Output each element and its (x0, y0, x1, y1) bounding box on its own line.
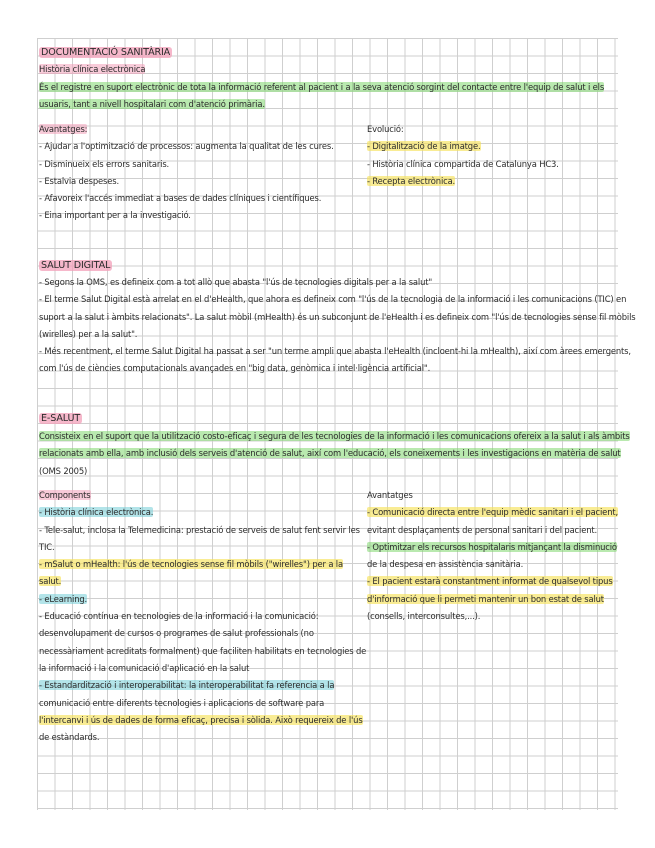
list-item: - Digitalització de la imatge. (367, 141, 481, 152)
list-item: - Afavoreix l'accés immediat a bases de dades clíniques i científiques. (39, 193, 322, 204)
paragraph-line: - Segons la OMS, es defineix com a tot allò que abasta "l'ús de tecnologies digitals per a la salut" (39, 277, 433, 287)
list-item: evitant desplaçaments de personal sanitari i del pacient. (367, 524, 597, 535)
list-item: - Història clínica compartida de Catalunya HC3. (367, 158, 559, 169)
list-item: - El pacient estarà constantment informat de qualsevol tipus (367, 576, 613, 587)
section-title-salut-digital: SALUT DIGITAL (41, 260, 111, 271)
e-salut-definition (39, 428, 630, 480)
list-item: comunicació entre diferents tecnologies i aplicacions de software para (39, 697, 325, 708)
list-item: - Història clínica electrònica. (39, 507, 154, 518)
avantatges-list (39, 121, 334, 225)
list-item: necessàriament acreditats formalment) que faciliten habilitats en tecnologies de (39, 645, 367, 656)
paragraph-line: - Més recentment, el terme Salut Digital ha passat a ser "un terme ampli que abasta l'eHealth (incloent-hi la mHealth), així com àrees emergents, (39, 346, 631, 357)
paragraph-line: - El terme Salut Digital està arrelat en el d'eHealth, que ahora es defineix com "l'ús de la tecnologia de la informació i les comunicacions (TIC) en (39, 294, 627, 305)
salut-digital-text (39, 274, 635, 378)
list-item: de estàndards. (39, 732, 100, 743)
list-item: - Tele-salut, inclosa la Telemedicina: prestació de serveis de salut fent servir les (39, 524, 360, 535)
paragraph-line: com l'ús de ciències computacionals avançades en "big data, genòmica i intel·ligència artificial". (39, 363, 431, 374)
left-margin (0, 0, 37, 848)
list-item: - Ajudar a l'optimització de processos: augmenta la qualitat de les cures. (39, 141, 334, 152)
components-list (39, 487, 366, 746)
list-item: - Estalvia despeses. (39, 175, 120, 186)
list-item: - Recepta electrònica. (367, 175, 456, 186)
list-item: TIC. (39, 541, 55, 552)
list-item: - Eina important per a la investigació. (39, 210, 191, 221)
evolucio-list (367, 121, 559, 190)
list-item: l'intercanvi i ús de dades de forma eficaç, precisa i sòlida. Això requereix de l'ús (39, 714, 363, 725)
hce-title: Història clínica electrònica (39, 64, 146, 74)
list-item: (consells, interconsultes,...). (367, 611, 481, 622)
paragraph-line: (OMS 2005) (39, 465, 88, 476)
paragraph-line: relacionats amb ella, amb inclusió dels serveis d'atenció de salut, així com l'educació, els coneixements i les investigacions en matèria de salut (39, 448, 621, 459)
list-item: - mSalut o mHealth: l'ús de tecnologies sense fil mòbils ("wirelles") per a la (39, 559, 343, 570)
list-item: - Disminueix els errors sanitaris. (39, 158, 170, 169)
paragraph-line: (wirelles) per a la salut". (39, 328, 138, 339)
paragraph-line: suport a la salut i àmbits relacionats". La salut mòbil (mHealth) és un subconjunt de l'eHealth i es defineix com "l'ús de tecnologies sense fil mòbils (39, 311, 636, 322)
list-item: salut. (39, 576, 62, 587)
top-margin (0, 0, 655, 38)
hce-definition-1: És el registre en suport electrònic de tota la informació referent al pacient i a la seva atenció sorgint del contacte entre l'equip de salut i els (39, 82, 605, 92)
section-title-e-salut: E-SALUT (41, 413, 81, 424)
list-item: - eLearning. (39, 593, 88, 604)
paragraph-line: Consisteix en el suport que la utilització costo-eficaç i segura de les tecnologies de la informació i les comunicacions ofereix a la salut i als àmbits (39, 431, 630, 441)
list-item: desenvolupament de cursos o programes de salut professionals (no (39, 628, 314, 639)
list-item: - Optimitzar els recursos hospitalaris mitjançant la disminució (367, 541, 617, 552)
avantatges-heading: Avantatges (367, 490, 413, 500)
hce-definition-2: usuaris, tant a nivell hospitalari com d'atenció primària. (39, 99, 265, 109)
evolucio-heading: Evolució: (367, 124, 404, 134)
list-item: - Comunicació directa entre l'equip mèdic sanitari i el pacient, (367, 507, 618, 518)
list-item: - Educació contínua en tecnologies de la informació i la comunicació: (39, 611, 319, 622)
list-item: la informació i la comunicació d'aplicació en la salut (39, 662, 250, 673)
avantatges-heading: Avantatges: (39, 124, 88, 134)
section-title-documentacio: DOCUMENTACIÓ SANITÀRIA (41, 47, 171, 58)
right-margin (618, 0, 655, 848)
list-item: de la despesa en assistència sanitària. (367, 559, 524, 570)
bottom-margin (0, 810, 655, 848)
components-heading: Components (39, 490, 91, 500)
avantatges-esalut-list (367, 487, 618, 625)
list-item: d'informació que li permeti mantenir un bon estat de salut (367, 593, 604, 604)
list-item: - Estandardització i interoperabilitat: la interoperabilitat fa referencia a la (39, 680, 335, 691)
